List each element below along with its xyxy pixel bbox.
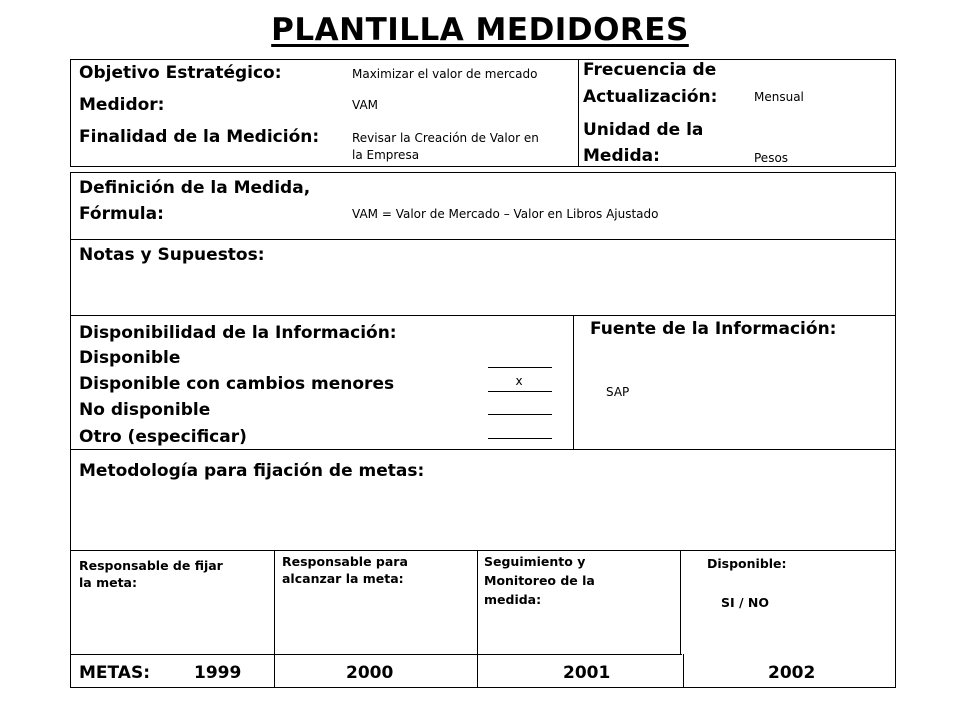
divider-line bbox=[578, 59, 579, 167]
meta-year-2002: 2002 bbox=[768, 663, 816, 683]
definicion-label-line1: Definición de la Medida, bbox=[79, 178, 311, 198]
border-line bbox=[70, 687, 896, 688]
meta-year-2001: 2001 bbox=[563, 663, 611, 683]
disponibilidad-label: Disponibilidad de la Información: bbox=[79, 323, 397, 343]
notas-label: Notas y Supuestos: bbox=[79, 245, 265, 265]
divider-line bbox=[274, 550, 275, 688]
option-cambios-label: Disponible con cambios menores bbox=[79, 374, 395, 394]
option-no-disponible-label: No disponible bbox=[79, 400, 211, 420]
disponible-label: Disponible: bbox=[707, 556, 787, 571]
finalidad-value-line1: Revisar la Creación de Valor en bbox=[352, 131, 539, 145]
metodologia-label: Metodología para fijación de metas: bbox=[79, 461, 425, 481]
definicion-formula: VAM = Valor de Mercado – Valor en Libros Ajustado bbox=[352, 207, 659, 221]
frecuencia-label-line2: Actualización: bbox=[583, 87, 718, 107]
option-no-disponible-blank bbox=[488, 414, 552, 415]
meta-year-2000: 2000 bbox=[346, 663, 394, 683]
medidor-value: VAM bbox=[352, 98, 379, 112]
seguimiento-line1: Seguimiento y bbox=[484, 554, 586, 569]
border-line bbox=[70, 172, 71, 688]
medidor-label: Medidor: bbox=[79, 95, 165, 115]
option-otro-label: Otro (especificar) bbox=[79, 427, 247, 447]
objetivo-value: Maximizar el valor de mercado bbox=[352, 67, 538, 81]
responsable-alcanzar-line1: Responsable para bbox=[282, 554, 408, 569]
border-line bbox=[895, 172, 896, 688]
divider-line bbox=[680, 550, 681, 654]
divider-line bbox=[573, 315, 574, 450]
option-cambios-blank bbox=[488, 391, 552, 392]
finalidad-value-line2: la Empresa bbox=[352, 148, 420, 162]
definicion-label-line2: Fórmula: bbox=[79, 204, 164, 224]
frecuencia-value: Mensual bbox=[754, 90, 804, 104]
metas-label: METAS: bbox=[79, 663, 151, 683]
objetivo-label: Objetivo Estratégico: bbox=[79, 63, 282, 83]
responsable-alcanzar-line2: alcanzar la meta: bbox=[282, 571, 404, 586]
option-disponible-label: Disponible bbox=[79, 348, 181, 368]
border-line bbox=[70, 59, 71, 167]
divider-line bbox=[477, 550, 478, 688]
seguimiento-line3: medida: bbox=[484, 592, 542, 607]
border-line bbox=[70, 172, 896, 173]
option-disponible-blank bbox=[488, 367, 552, 368]
divider-line bbox=[70, 654, 682, 655]
disponible-value: SI / NO bbox=[721, 595, 770, 610]
border-line bbox=[895, 59, 896, 167]
page-title: PLANTILLA MEDIDORES bbox=[271, 12, 689, 48]
option-otro-blank bbox=[488, 438, 552, 439]
option-cambios-mark: x bbox=[515, 374, 523, 388]
responsable-fijar-line1: Responsable de fijar bbox=[79, 558, 223, 573]
finalidad-label: Finalidad de la Medición: bbox=[79, 127, 320, 147]
divider-line bbox=[683, 654, 684, 688]
fuente-label: Fuente de la Información: bbox=[590, 319, 837, 339]
frecuencia-label-line1: Frecuencia de bbox=[583, 60, 717, 80]
border-line bbox=[70, 166, 896, 167]
fuente-value: SAP bbox=[606, 385, 630, 399]
responsable-fijar-line2: la meta: bbox=[79, 575, 137, 590]
unidad-label-line1: Unidad de la bbox=[583, 120, 704, 140]
unidad-label-line2: Medida: bbox=[583, 146, 660, 166]
divider-line bbox=[70, 550, 896, 551]
unidad-value: Pesos bbox=[754, 151, 789, 165]
seguimiento-line2: Monitoreo de la bbox=[484, 573, 595, 588]
divider-line bbox=[70, 239, 896, 240]
meta-year-1999: 1999 bbox=[194, 663, 242, 683]
